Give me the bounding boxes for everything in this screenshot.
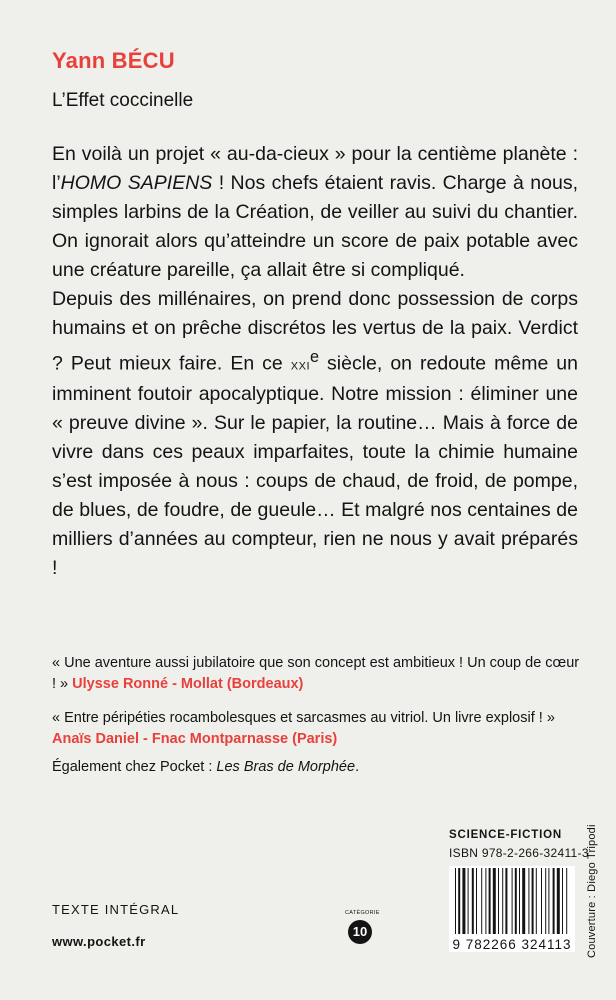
blurb-paragraph-2 <box>52 285 578 583</box>
review-quote <box>52 708 582 750</box>
century-superscript: e <box>310 348 320 366</box>
quote-text: « Entre péripéties rocambolesques et sarcasmes au vitriol. Un livre explosif ! » <box>52 710 555 726</box>
publisher-website: www.pocket.fr <box>52 934 146 949</box>
category-badge: 10 <box>348 920 372 944</box>
blurb-text: Depuis des millénaires, on prend donc possession de corps humains et on prêche discrétos les vertus de la paix. Verdict ? Peut mieux faire. En ce <box>52 288 578 375</box>
book-title: L’Effet coccinelle <box>52 90 194 111</box>
century-numeral: xxi <box>290 356 310 374</box>
edition-note: TEXTE INTÉGRAL <box>52 902 180 917</box>
review-quotes <box>52 653 582 763</box>
blurb-paragraph-1 <box>52 140 578 285</box>
also-title: Les Bras de Morphée <box>216 759 356 775</box>
barcode-bars <box>449 866 575 938</box>
blurb-text: siècle, on redoute même un imminent foutoir apocalyptique. Notre mission : éliminer une « preuve divine ». Sur le papier, la routine… Mais à force de vivre dans ces peaux imparfaites, toute la chimie humaine s’est imposée à nous : coups de chaud, de froid, de pompe, de blues, de foudre, de gueule… Et malgré nos centaines de milliers d’années au compteur, rien ne nous y avait préparés ! <box>52 352 578 579</box>
isbn: ISBN 978-2-266-32411-3 <box>449 846 589 860</box>
quote-source: Anaïs Daniel - Fnac Montparnasse (Paris) <box>52 731 338 747</box>
blurb-text: ! Nos chefs étaient ravis. Charge à nous, simples larbins de la Création, de veiller au suivi du chantier. On ignorait alors qu’atteindre un score de paix potable avec une créature pareille, ça allait être si compliqué. <box>52 172 578 281</box>
cover-credit: Couverture : Diego Tripodi <box>586 824 598 958</box>
blurb <box>52 140 578 583</box>
also-prefix: Également chez Pocket : <box>52 759 217 775</box>
blurb-text: En voilà un projet « au-da-cieux » pour la centième planète : l’ <box>52 143 578 194</box>
quote-source: Ulysse Ronné - Mollat (Bordeaux) <box>72 676 304 692</box>
quote-text: « Une aventure aussi jubilatoire que son concept est ambitieux ! Un coup de cœur ! » <box>52 655 580 692</box>
also-suffix: . <box>355 759 360 775</box>
also-available <box>52 759 359 775</box>
barcode <box>449 866 575 952</box>
review-quote <box>52 653 582 695</box>
category-label: CATÉGORIE <box>345 910 380 916</box>
barcode-digits: 9 782266 324113 <box>449 937 575 952</box>
genre-label: SCIENCE-FICTION <box>449 829 562 841</box>
blurb-emphasis: HOMO SAPIENS <box>60 172 213 194</box>
author-name: Yann BÉCU <box>52 48 175 73</box>
